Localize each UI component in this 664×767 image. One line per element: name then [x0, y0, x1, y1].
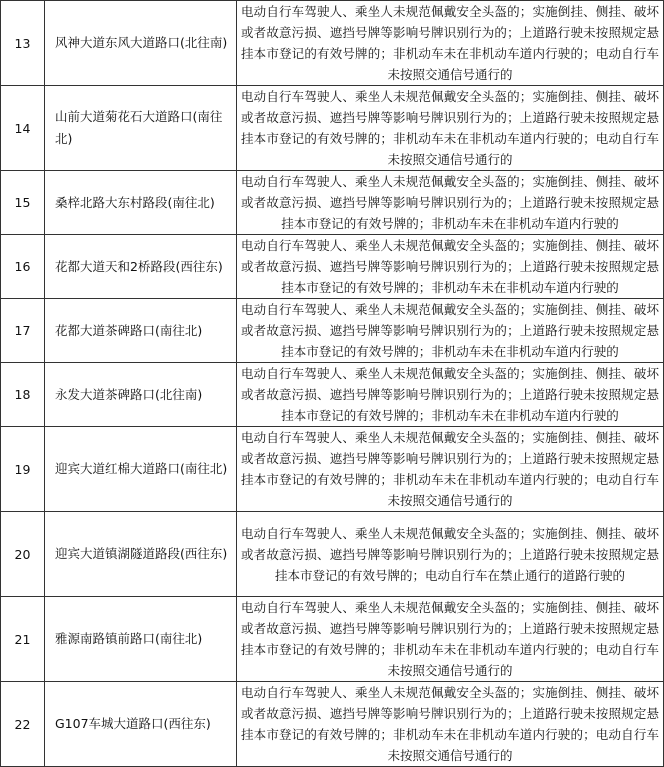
location-cell: 风神大道东风大道路口(北往南)	[45, 1, 237, 86]
violations-cell: 电动自行车驾驶人、乘坐人未规范佩戴安全头盔的；实施倒挂、侧挂、破坏或者故意污损、遮挡号牌等影响号牌识别行为的；上道路行驶未按照规定悬挂本市登记的有效号牌的；非机动车未在非机动车道内行驶的；电动自行车未按照交通信号通行的	[237, 682, 664, 767]
violations-cell: 电动自行车驾驶人、乘坐人未规范佩戴安全头盔的；实施倒挂、侧挂、破坏或者故意污损、遮挡号牌等影响号牌识别行为的；上道路行驶未按照规定悬挂本市登记的有效号牌的；非机动车未在非机动车道内行驶的；电动自行车未按照交通信号通行的	[237, 1, 664, 86]
table-row	[1, 86, 664, 171]
violations-cell: 电动自行车驾驶人、乘坐人未规范佩戴安全头盔的；实施倒挂、侧挂、破坏或者故意污损、遮挡号牌等影响号牌识别行为的；上道路行驶未按照规定悬挂本市登记的有效号牌的；非机动车未在非机动车道内行驶的	[237, 235, 664, 299]
location-cell: 雅源南路镇前路口(南往北)	[45, 597, 237, 682]
row-number: 13	[1, 1, 45, 86]
violations-cell: 电动自行车驾驶人、乘坐人未规范佩戴安全头盔的；实施倒挂、侧挂、破坏或者故意污损、遮挡号牌等影响号牌识别行为的；上道路行驶未按照规定悬挂本市登记的有效号牌的；非机动车未在非机动车道内行驶的	[237, 171, 664, 235]
violations-cell: 电动自行车驾驶人、乘坐人未规范佩戴安全头盔的；实施倒挂、侧挂、破坏或者故意污损、遮挡号牌等影响号牌识别行为的；上道路行驶未按照规定悬挂本市登记的有效号牌的；非机动车未在非机动车道内行驶的；电动自行车未按照交通信号通行的	[237, 427, 664, 512]
location-cell: 花都大道茶碑路口(南往北)	[45, 299, 237, 363]
table-row	[1, 512, 664, 597]
location-cell: 山前大道菊花石大道路口(南往北)	[45, 86, 237, 171]
table-row	[1, 235, 664, 299]
table-row	[1, 171, 664, 235]
location-cell: 迎宾大道镇湖隧道路段(西往东)	[45, 512, 237, 597]
location-cell: 迎宾大道红棉大道路口(南往北)	[45, 427, 237, 512]
location-cell: 永发大道茶碑路口(北往南)	[45, 363, 237, 427]
table-row	[1, 597, 664, 682]
violations-cell: 电动自行车驾驶人、乘坐人未规范佩戴安全头盔的；实施倒挂、侧挂、破坏或者故意污损、遮挡号牌等影响号牌识别行为的；上道路行驶未按照规定悬挂本市登记的有效号牌的；非机动车未在非机动车道内行驶的	[237, 363, 664, 427]
violations-cell: 电动自行车驾驶人、乘坐人未规范佩戴安全头盔的；实施倒挂、侧挂、破坏或者故意污损、遮挡号牌等影响号牌识别行为的；上道路行驶未按照规定悬挂本市登记的有效号牌的；非机动车未在非机动车道内行驶的；电动自行车未按照交通信号通行的	[237, 86, 664, 171]
violations-cell: 电动自行车驾驶人、乘坐人未规范佩戴安全头盔的；实施倒挂、侧挂、破坏或者故意污损、遮挡号牌等影响号牌识别行为的；上道路行驶未按照规定悬挂本市登记的有效号牌的；非机动车未在非机动车道内行驶的；电动自行车未按照交通信号通行的	[237, 597, 664, 682]
row-number: 17	[1, 299, 45, 363]
location-cell: 花都大道天和2桥路段(西往东)	[45, 235, 237, 299]
row-number: 15	[1, 171, 45, 235]
location-cell: 桑梓北路大东村路段(南往北)	[45, 171, 237, 235]
row-number: 18	[1, 363, 45, 427]
violations-cell: 电动自行车驾驶人、乘坐人未规范佩戴安全头盔的；实施倒挂、侧挂、破坏或者故意污损、遮挡号牌等影响号牌识别行为的；上道路行驶未按照规定悬挂本市登记的有效号牌的；非机动车未在非机动车道内行驶的	[237, 299, 664, 363]
row-number: 20	[1, 512, 45, 597]
row-number: 22	[1, 682, 45, 767]
table-row	[1, 363, 664, 427]
location-cell: G107车城大道路口(西往东)	[45, 682, 237, 767]
table-row	[1, 682, 664, 767]
table-row	[1, 1, 664, 86]
violations-cell: 电动自行车驾驶人、乘坐人未规范佩戴安全头盔的；实施倒挂、侧挂、破坏或者故意污损、遮挡号牌等影响号牌识别行为的；上道路行驶未按照规定悬挂本市登记的有效号牌的；电动自行车在禁止通行的道路行驶的	[237, 512, 664, 597]
row-number: 19	[1, 427, 45, 512]
row-number: 21	[1, 597, 45, 682]
table-row	[1, 299, 664, 363]
row-number: 14	[1, 86, 45, 171]
row-number: 16	[1, 235, 45, 299]
table-row	[1, 427, 664, 512]
